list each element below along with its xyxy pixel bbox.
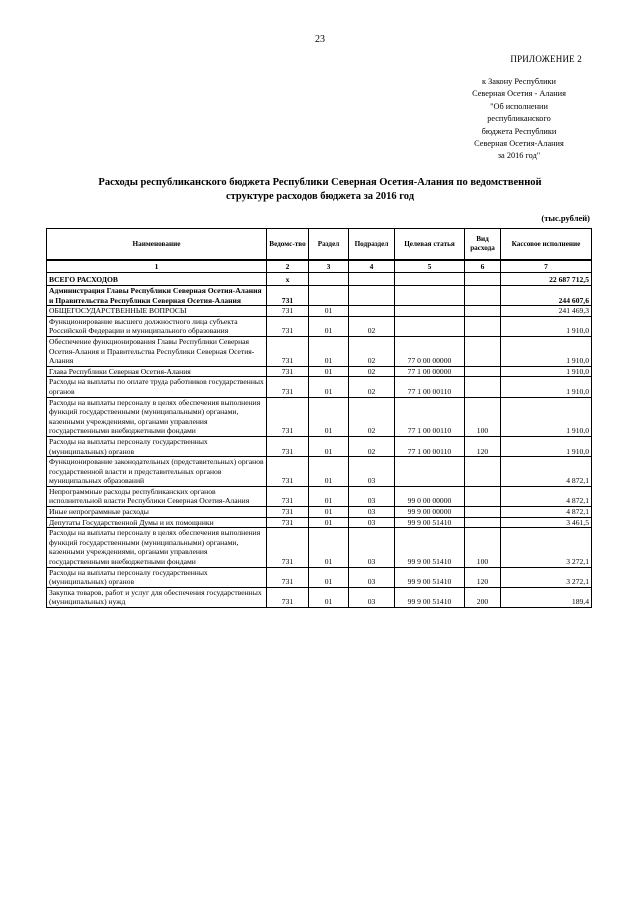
column-number: 4 — [349, 260, 395, 273]
column-number: 6 — [465, 260, 501, 273]
row-amount-cell: 4 872,1 — [501, 486, 592, 506]
budget-table — [46, 228, 592, 608]
row-name-cell: ВСЕГО РАСХОДОВ — [47, 273, 267, 286]
row-subsection-cell: 03 — [349, 486, 395, 506]
table-row — [47, 528, 592, 567]
document-title-line: структуре расходов бюджета за 2016 год — [225, 191, 415, 202]
row-amount-cell: 22 687 712,5 — [501, 273, 592, 286]
row-kind-cell — [465, 507, 501, 518]
table-row — [47, 567, 592, 587]
row-section-cell: 01 — [309, 436, 349, 456]
row-kind-cell — [465, 366, 501, 377]
row-kind-cell — [465, 377, 501, 397]
row-target-cell: 77 1 00 00000 — [395, 366, 465, 377]
row-dept-cell: 731 — [267, 528, 309, 567]
row-section-cell: 01 — [309, 587, 349, 607]
header-target: Целевая статья — [395, 229, 465, 261]
row-name-cell: Функционирование высшего должностного лица субъекта Российской Федерации и муниципального образования — [47, 316, 267, 336]
table-row — [47, 336, 592, 366]
column-number: 2 — [267, 260, 309, 273]
row-section-cell: 01 — [309, 457, 349, 487]
table-row — [47, 366, 592, 377]
row-target-cell: 99 9 00 51410 — [395, 528, 465, 567]
row-target-cell: 99 9 00 00000 — [395, 507, 465, 518]
table-row — [47, 507, 592, 518]
row-dept-cell: 731 — [267, 336, 309, 366]
header-kind: Вид расхода — [465, 229, 501, 261]
row-amount-cell: 3 461,5 — [501, 517, 592, 528]
row-amount-cell: 241 469,3 — [501, 306, 592, 317]
row-name-cell: ОБЩЕГОСУДАРСТВЕННЫЕ ВОПРОСЫ — [47, 306, 267, 317]
column-number: 1 — [47, 260, 267, 273]
row-target-cell: 99 9 00 51410 — [395, 567, 465, 587]
row-target-cell: 77 1 00 00110 — [395, 436, 465, 456]
row-target-cell — [395, 273, 465, 286]
row-dept-cell: 731 — [267, 366, 309, 377]
row-dept-cell: 731 — [267, 567, 309, 587]
row-dept-cell: 731 — [267, 436, 309, 456]
units-label: (тыс.рублей) — [541, 213, 590, 223]
row-subsection-cell: 02 — [349, 366, 395, 377]
table-row — [47, 316, 592, 336]
row-dept-cell: 731 — [267, 587, 309, 607]
row-dept-cell: 731 — [267, 397, 309, 436]
row-amount-cell: 1 910,0 — [501, 336, 592, 366]
table-row — [47, 397, 592, 436]
header-amount: Кассовое исполнение — [501, 229, 592, 261]
table-row — [47, 306, 592, 317]
annex-ref-line: Северная Осетия-Алания — [474, 139, 564, 149]
row-section-cell: 01 — [309, 517, 349, 528]
row-kind-cell — [465, 286, 501, 306]
column-number-row — [47, 260, 592, 273]
row-name-cell: Расходы на выплаты по оплате труда работников государственных органов — [47, 377, 267, 397]
annex-title: ПРИЛОЖЕНИЕ 2 — [510, 54, 582, 64]
annex-ref-line: республиканского — [487, 114, 551, 124]
row-target-cell: 77 0 00 00000 — [395, 336, 465, 366]
row-target-cell — [395, 306, 465, 317]
row-subsection-cell: 03 — [349, 528, 395, 567]
table-row — [47, 517, 592, 528]
header-subsection: Подраздел — [349, 229, 395, 261]
row-amount-cell: 244 607,6 — [501, 286, 592, 306]
row-name-cell: Непрограммные расходы республиканских органов исполнительной власти Республики Северная Осетия-Алания — [47, 486, 267, 506]
row-subsection-cell: 02 — [349, 377, 395, 397]
row-subsection-cell — [349, 286, 395, 306]
row-amount-cell: 1 910,0 — [501, 316, 592, 336]
row-kind-cell: 120 — [465, 436, 501, 456]
row-section-cell: 01 — [309, 377, 349, 397]
row-name-cell: Глава Республики Северная Осетия-Алания — [47, 366, 267, 377]
row-section-cell: 01 — [309, 336, 349, 366]
row-name-cell: Администрация Главы Республики Северная Осетия-Алания и Правительства Республики Северная Осетия-Алания — [47, 286, 267, 306]
row-amount-cell: 3 272,1 — [501, 528, 592, 567]
annex-ref-line: Северная Осетия - Алания — [472, 89, 566, 99]
table-row — [47, 286, 592, 306]
row-subsection-cell: 02 — [349, 436, 395, 456]
row-amount-cell: 1 910,0 — [501, 436, 592, 456]
row-kind-cell — [465, 457, 501, 487]
row-name-cell: Расходы на выплаты персоналу государственных (муниципальных) органов — [47, 567, 267, 587]
row-subsection-cell: 03 — [349, 567, 395, 587]
row-target-cell: 99 9 00 51410 — [395, 517, 465, 528]
table-row — [47, 436, 592, 456]
row-subsection-cell: 03 — [349, 457, 395, 487]
row-dept-cell: 731 — [267, 306, 309, 317]
row-section-cell — [309, 286, 349, 306]
row-kind-cell — [465, 273, 501, 286]
table-row — [47, 457, 592, 487]
row-amount-cell: 1 910,0 — [501, 397, 592, 436]
row-section-cell: 01 — [309, 316, 349, 336]
row-name-cell: Расходы на выплаты персоналу государственных (муниципальных) органов — [47, 436, 267, 456]
page-number: 23 — [315, 34, 325, 45]
table-row — [47, 377, 592, 397]
row-dept-cell: x — [267, 273, 309, 286]
row-amount-cell: 4 872,1 — [501, 507, 592, 518]
table-header-row — [47, 229, 592, 261]
row-name-cell: Расходы на выплаты персоналу в целях обеспечения выполнения функций государственными (муниципальными) органами, казенными учреждениями, органами управления государственными внебюджетными фондами — [47, 397, 267, 436]
annex-reference — [454, 76, 584, 163]
row-kind-cell: 100 — [465, 397, 501, 436]
header-name: Наименование — [47, 229, 267, 261]
row-target-cell: 99 0 00 00000 — [395, 486, 465, 506]
budget-table-body — [47, 273, 592, 608]
row-name-cell: Функционирование законодательных (представительных) органов государственной власти и представительных органов муниципальных образований — [47, 457, 267, 487]
row-name-cell: Закупка товаров, работ и услуг для обеспечения государственных (муниципальных) нужд — [47, 587, 267, 607]
table-row — [47, 587, 592, 607]
document-title-line: Расходы республиканского бюджета Республики Северная Осетия-Алания по ведомственной — [98, 177, 542, 188]
row-name-cell: Иные непрограммные расходы — [47, 507, 267, 518]
row-section-cell: 01 — [309, 528, 349, 567]
row-name-cell: Расходы на выплаты персоналу в целях обеспечения выполнения функций государственными (муниципальными) органами, казенными учреждениями, органами управления государственными внебюджетными фондами — [47, 528, 267, 567]
row-section-cell: 01 — [309, 306, 349, 317]
row-target-cell: 99 9 00 51410 — [395, 587, 465, 607]
row-kind-cell — [465, 336, 501, 366]
row-subsection-cell: 03 — [349, 587, 395, 607]
header-dept: Ведомс-тво — [267, 229, 309, 261]
row-section-cell: 01 — [309, 567, 349, 587]
row-dept-cell: 731 — [267, 286, 309, 306]
column-number: 5 — [395, 260, 465, 273]
row-section-cell: 01 — [309, 507, 349, 518]
row-amount-cell: 1 910,0 — [501, 366, 592, 377]
row-target-cell — [395, 286, 465, 306]
row-subsection-cell: 02 — [349, 397, 395, 436]
row-subsection-cell — [349, 306, 395, 317]
row-kind-cell — [465, 517, 501, 528]
row-kind-cell: 100 — [465, 528, 501, 567]
row-target-cell — [395, 457, 465, 487]
table-row — [47, 486, 592, 506]
row-kind-cell — [465, 486, 501, 506]
row-dept-cell: 731 — [267, 486, 309, 506]
row-subsection-cell: 03 — [349, 517, 395, 528]
row-subsection-cell: 02 — [349, 336, 395, 366]
annex-ref-line: "Об исполнении — [490, 101, 548, 111]
row-dept-cell: 731 — [267, 377, 309, 397]
row-name-cell: Обеспечение функционирования Главы Республики Северная Осетия-Алания и Правительства Республики Северная Осетия-Алания — [47, 336, 267, 366]
row-dept-cell: 731 — [267, 517, 309, 528]
column-number: 3 — [309, 260, 349, 273]
row-section-cell — [309, 273, 349, 286]
row-subsection-cell: 03 — [349, 507, 395, 518]
row-amount-cell: 3 272,1 — [501, 567, 592, 587]
row-target-cell: 77 1 00 00110 — [395, 397, 465, 436]
row-kind-cell — [465, 316, 501, 336]
row-target-cell: 77 1 00 00110 — [395, 377, 465, 397]
row-subsection-cell — [349, 273, 395, 286]
row-amount-cell: 4 872,1 — [501, 457, 592, 487]
row-subsection-cell: 02 — [349, 316, 395, 336]
annex-ref-line: к Закону Республики — [482, 77, 556, 86]
table-row — [47, 273, 592, 286]
row-dept-cell: 731 — [267, 457, 309, 487]
row-section-cell: 01 — [309, 366, 349, 377]
document-title — [45, 176, 595, 204]
annex-ref-line: за 2016 год" — [497, 151, 541, 161]
annex-ref-line: бюджета Республики — [481, 126, 557, 136]
row-section-cell: 01 — [309, 397, 349, 436]
row-kind-cell: 120 — [465, 567, 501, 587]
row-name-cell: Депутаты Государственной Думы и их помощники — [47, 517, 267, 528]
row-amount-cell: 189,4 — [501, 587, 592, 607]
row-section-cell: 01 — [309, 486, 349, 506]
row-dept-cell: 731 — [267, 316, 309, 336]
row-dept-cell: 731 — [267, 507, 309, 518]
row-target-cell — [395, 316, 465, 336]
row-kind-cell — [465, 306, 501, 317]
row-amount-cell: 1 910,0 — [501, 377, 592, 397]
column-number: 7 — [501, 260, 592, 273]
row-kind-cell: 200 — [465, 587, 501, 607]
header-section: Раздел — [309, 229, 349, 261]
